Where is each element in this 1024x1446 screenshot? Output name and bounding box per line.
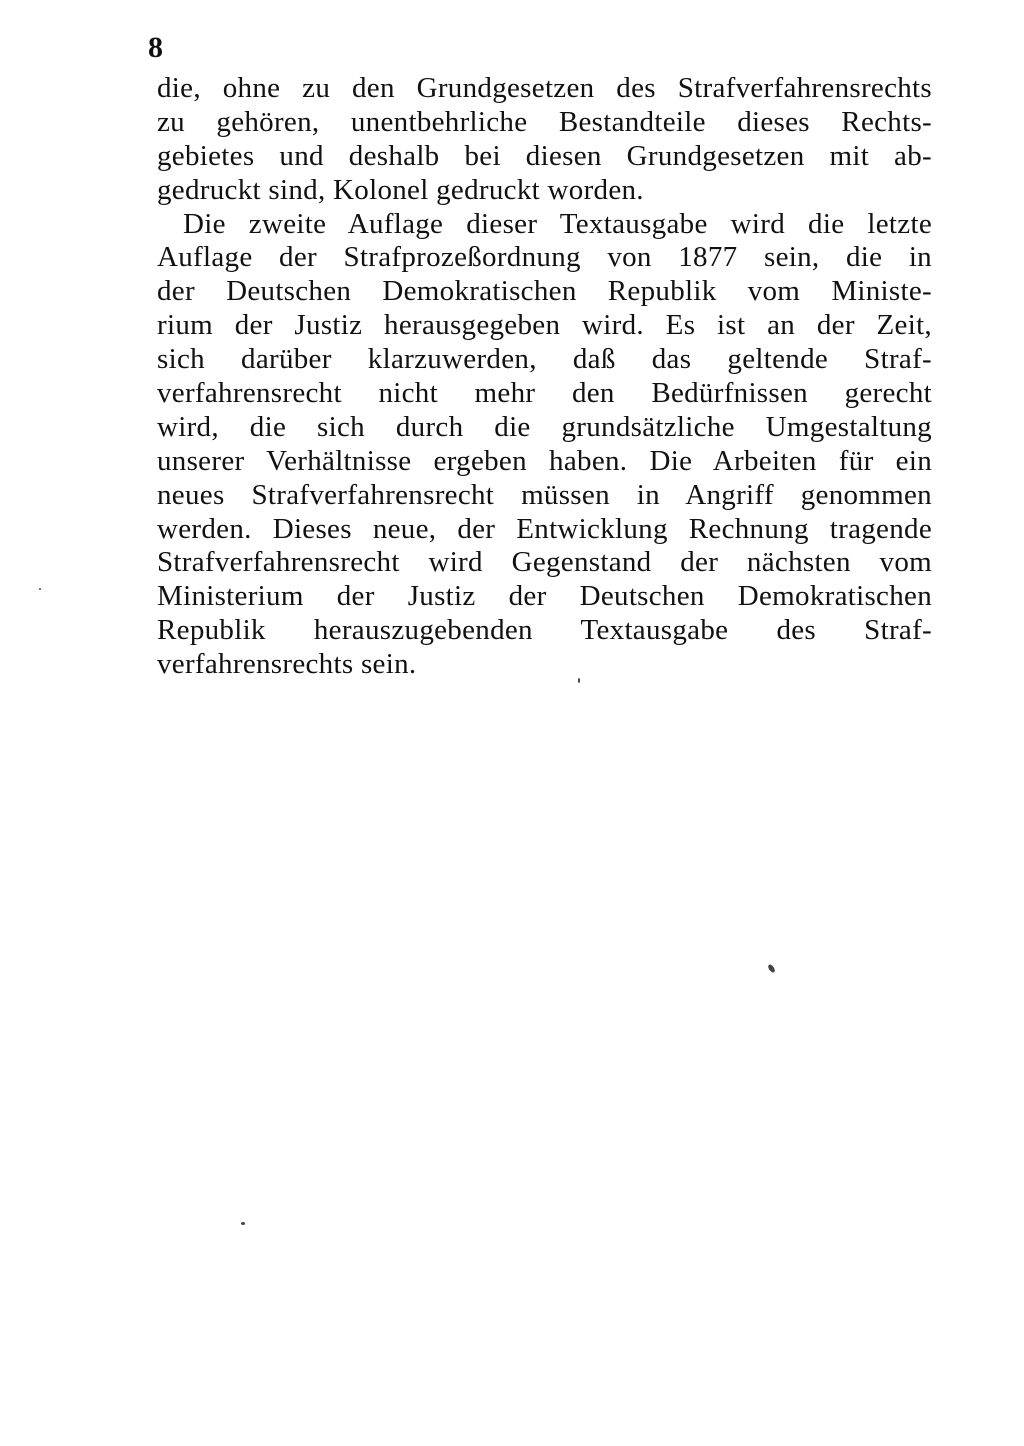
- text-line: wird, die sich durch die grundsätzliche Umgestaltung: [157, 410, 932, 443]
- text-line: unserer Verhältnisse ergeben haben. Die Arbeiten für ein: [157, 444, 932, 477]
- page-number: 8: [148, 31, 163, 64]
- text-line: Ministerium der Justiz der Deutschen Demokratischen: [157, 580, 932, 613]
- body-text: [157, 72, 932, 682]
- text-line: Strafverfahrensrecht wird Gegenstand der nächsten vom: [157, 546, 932, 579]
- text-line: verfahrensrecht nicht mehr den Bedürfnissen gerecht: [157, 377, 932, 410]
- text-line: werden. Dieses neue, der Entwicklung Rechnung tragende: [157, 512, 932, 545]
- text-line: verfahrensrechts sein.: [157, 648, 417, 681]
- scan-speck: [241, 1222, 245, 1225]
- text-line: Auflage der Strafprozeßordnung von 1877 sein, die in: [157, 241, 932, 274]
- text-line: gedruckt sind, Kolonel gedruckt worden.: [157, 173, 644, 206]
- scan-speck: [39, 588, 41, 590]
- text-line: der Deutschen Demokratischen Republik vom Ministe-: [157, 275, 932, 308]
- text-line: neues Strafverfahrensrecht müssen in Angriff genommen: [157, 478, 932, 511]
- text-line: rium der Justiz herausgegeben wird. Es ist an der Zeit,: [157, 309, 932, 342]
- scan-speck: [767, 963, 776, 973]
- scan-speck: [578, 678, 580, 683]
- text-line: die, ohne zu den Grundgesetzen des Strafverfahrensrechts: [157, 72, 932, 104]
- text-line: sich darüber klarzuwerden, daß das geltende Straf-: [157, 343, 932, 376]
- text-line: zu gehören, unentbehrliche Bestandteile dieses Rechts-: [157, 105, 932, 138]
- text-line: gebietes und deshalb bei diesen Grundgesetzen mit ab-: [157, 139, 932, 172]
- text-line: Republik herauszugebenden Textausgabe des Straf-: [157, 614, 932, 647]
- text-line: Die zweite Auflage dieser Textausgabe wird die letzte: [183, 207, 932, 240]
